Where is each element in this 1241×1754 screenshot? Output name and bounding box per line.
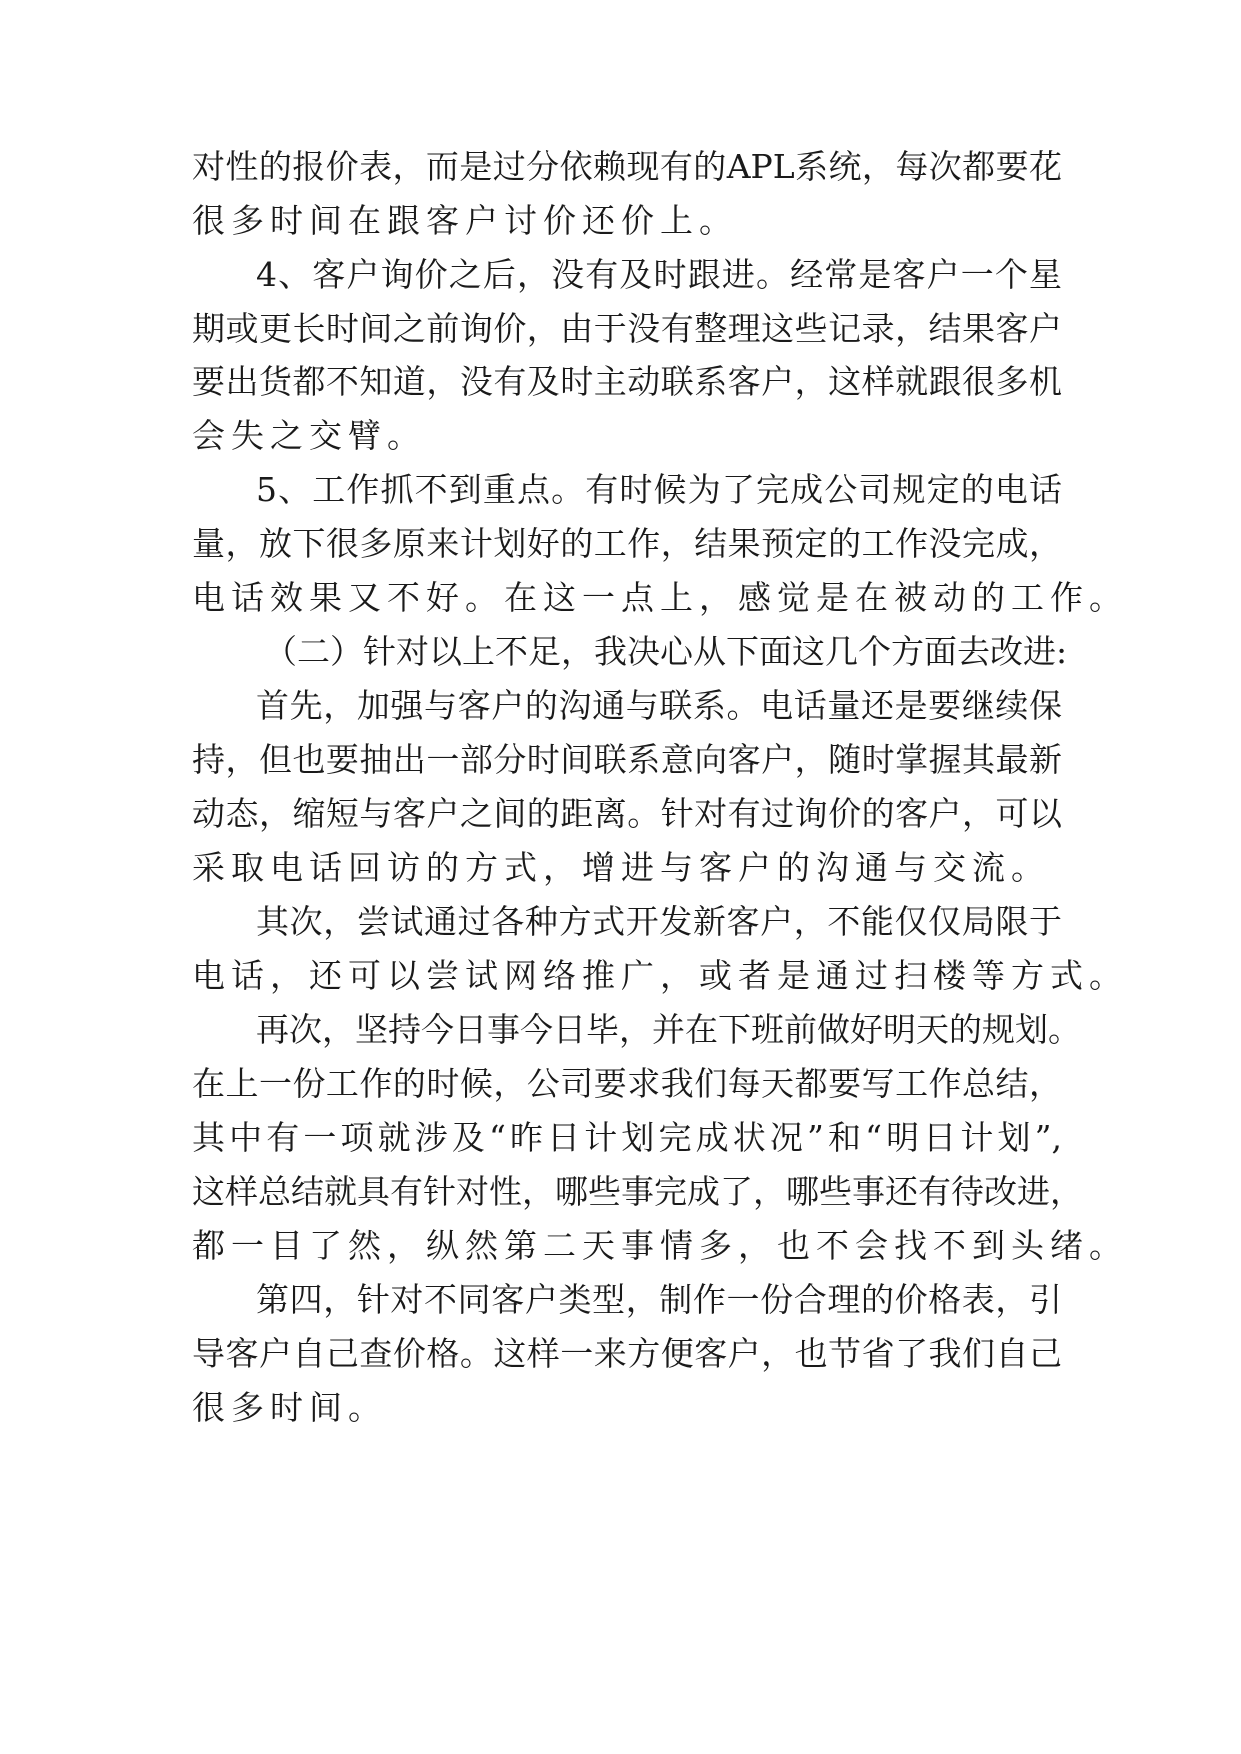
text-line: 再次，坚持今日事今日毕，并在下班前做好明天的规划。: [256, 1010, 1081, 1049]
text-line: 第四，针对不同客户类型，制作一份合理的价格表，引: [256, 1280, 1062, 1319]
text-line: 4、客户询价之后，没有及时跟进。经常是客户一个星: [256, 255, 1062, 294]
section-heading: （二）针对以上不足，我决心从下面这几个方面去改进:: [264, 632, 1068, 671]
text-line: 对性的报价表，而是过分依赖现有的APL系统，每次都要花: [192, 147, 1062, 186]
text-line: 采取电话回访的方式，增进与客户的沟通与交流。: [192, 848, 1050, 887]
text-line: 持，但也要抽出一部分时间联系意向客户，随时掌握其最新: [192, 740, 1062, 779]
text-line: 很多时间在跟客户讨价还价上。: [192, 201, 738, 240]
text-line: 其次，尝试通过各种方式开发新客户，不能仅仅局限于: [256, 902, 1062, 941]
text-line: 在上一份工作的时候，公司要求我们每天都要写工作总结，: [192, 1064, 1062, 1103]
text-line: 动态，缩短与客户之间的距离。针对有过询价的客户，可以: [192, 794, 1062, 833]
text-line: 量，放下很多原来计划好的工作，结果预定的工作没完成，: [192, 524, 1062, 563]
text-line: 这样总结就具有针对性，哪些事完成了，哪些事还有待改进，: [192, 1172, 1083, 1211]
text-line: 电话效果又不好。在这一点上，感觉是在被动的工作。: [192, 578, 1128, 617]
text-line: 电话，还可以尝试网络推广，或者是通过扫楼等方式。: [192, 956, 1128, 995]
text-line: 期或更长时间之前询价，由于没有整理这些记录，结果客户: [192, 309, 1062, 348]
text-line: 首先，加强与客户的沟通与联系。电话量还是要继续保: [256, 686, 1062, 725]
text-line: 都一目了然，纵然第二天事情多，也不会找不到头绪。: [192, 1226, 1128, 1265]
text-line: 5、工作抓不到重点。有时候为了完成公司规定的电话: [256, 470, 1062, 509]
text-line: 要出货都不知道，没有及时主动联系客户，这样就跟很多机: [192, 362, 1062, 401]
text-line: 其中有一项就涉及“昨日计划完成状况”和“明日计划”,: [192, 1118, 1062, 1157]
text-line: 很多时间。: [192, 1388, 387, 1427]
text-line: 会失之交臂。: [192, 416, 426, 455]
text-line: 导客户自己查价格。这样一来方便客户，也节省了我们自己: [192, 1334, 1062, 1373]
